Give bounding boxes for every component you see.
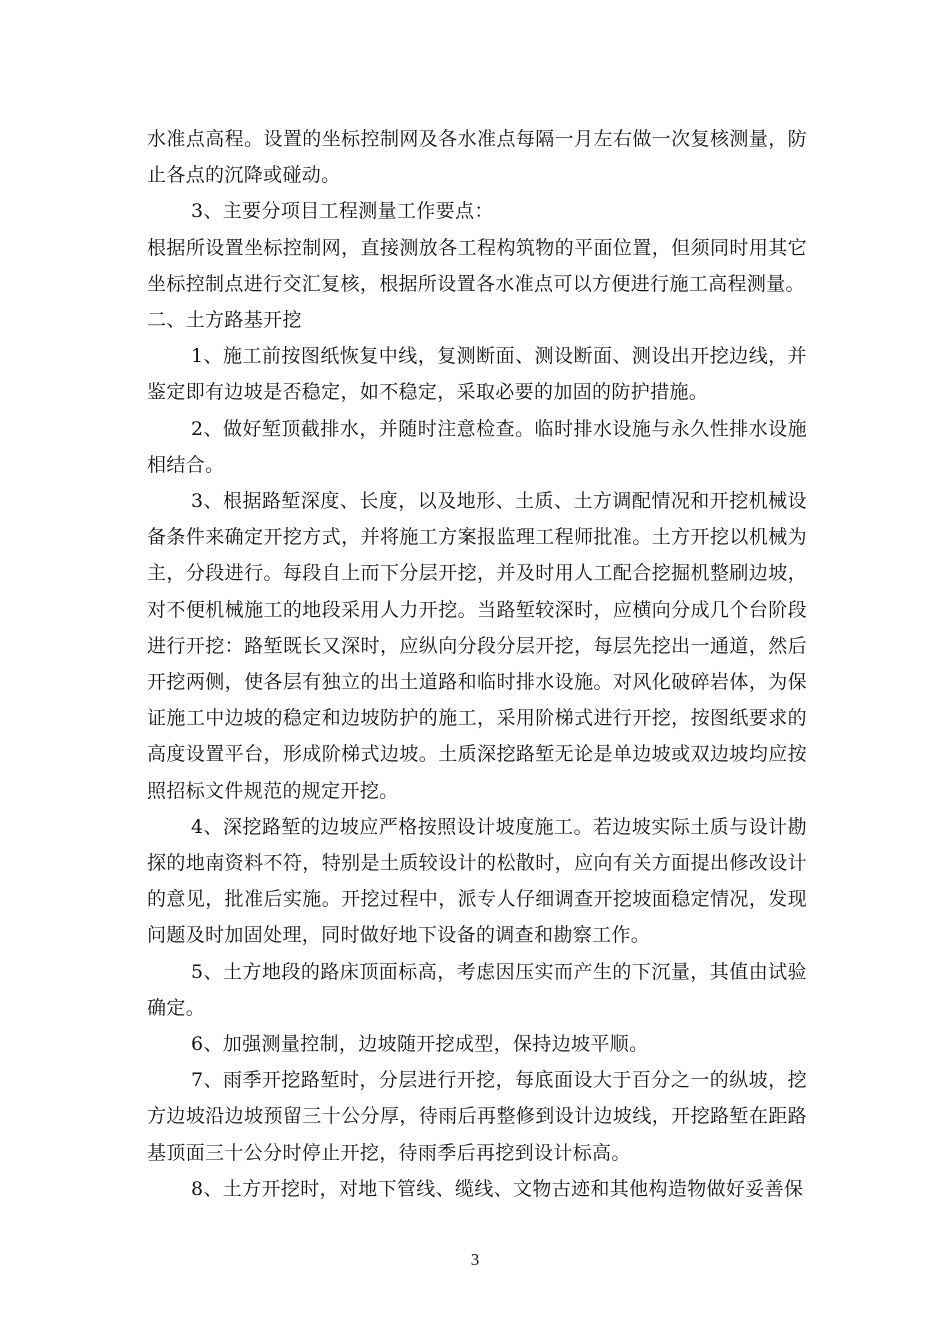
paragraph-8: 4、深挖路堑的边坡应严格按照设计坡度施工。若边坡实际土质与设计勘探的地南资料不符，特别是土质较设计的松散时，应向有关方面提出修改设计的意见，批准后实施。开挖过程中，派专人仔细调查开挖坡面稳定情况，发现问题及时加固处理，同时做好地下设备的调查和勘察工作。 [147,815,807,947]
paragraph-7: 3、根据路堑深度、长度，以及地形、土质、土方调配情况和开挖机械设备条件来确定开挖方式，并将施工方案报监理工程师批准。土方开挖以机械为主，分段进行。每段自上而下分层开挖，并及时用人工配合挖掘机整刷边坡，对不便机械施工的地段采用人力开挖。当路堑较深时，应横向分成几个台阶段进行开挖：路堑既长又深时，应纵向分段分层开挖，每层先挖出一通道，然后开挖两侧，使各层有独立的出土道路和临时排水设施。对风化破碎岩体，为保证施工中边坡的稳定和边坡防护的施工，采用阶梯式进行开挖，按图纸要求的高度设置平台，形成阶梯式边坡。土质深挖路堑无论是单边坡或双边坡均应按照招标文件规范的规定开挖。 [147,490,807,802]
paragraph-1: 水准点高程。设置的坐标控制网及各水准点每隔一月左右做一次复核测量，防止各点的沉降或碰动。 [147,128,807,187]
paragraph-12: 8、土方开挖时，对地下管线、缆线、文物古迹和其他构造物做好妥善保 [191,1177,804,1200]
paragraph-5: 1、施工前按图纸恢复中线，复测断面、测设断面、测设出开挖边线，并鉴定即有边坡是否稳定，如不稳定，采取必要的加固的防护措施。 [147,345,807,404]
paragraph-6: 2、做好堑顶截排水，并随时注意检查。临时排水设施与永久性排水设施相结合。 [147,417,807,476]
page-number: 3 [470,1250,480,1269]
paragraph-10: 6、加强测量控制，边坡随开挖成型，保持边坡平顺。 [191,1033,649,1056]
section-heading: 二、土方路基开挖 [147,309,302,332]
body-text [147,121,807,1207]
paragraph-11: 7、雨季开挖路堑时，分层进行开挖，每底面设大于百分之一的纵坡，挖方边坡沿边坡预留三十公分厚，待雨后再整修到设计边坡线，开挖路堑在距路基顶面三十公分时停止开挖，待雨季后再挖到设计标高。 [147,1069,807,1164]
paragraph-3: 根据所设置坐标控制网，直接测放各工程构筑物的平面位置，但须同时用其它坐标控制点进行交汇复核，根据所设置各水准点可以方便进行施工高程测量。 [147,236,807,295]
paragraph-9: 5、土方地段的路床顶面标高，考虑因压实而产生的下沉量，其值由试验确定。 [147,960,807,1019]
paragraph-2: 3、主要分项目工程测量工作要点： [191,200,494,223]
